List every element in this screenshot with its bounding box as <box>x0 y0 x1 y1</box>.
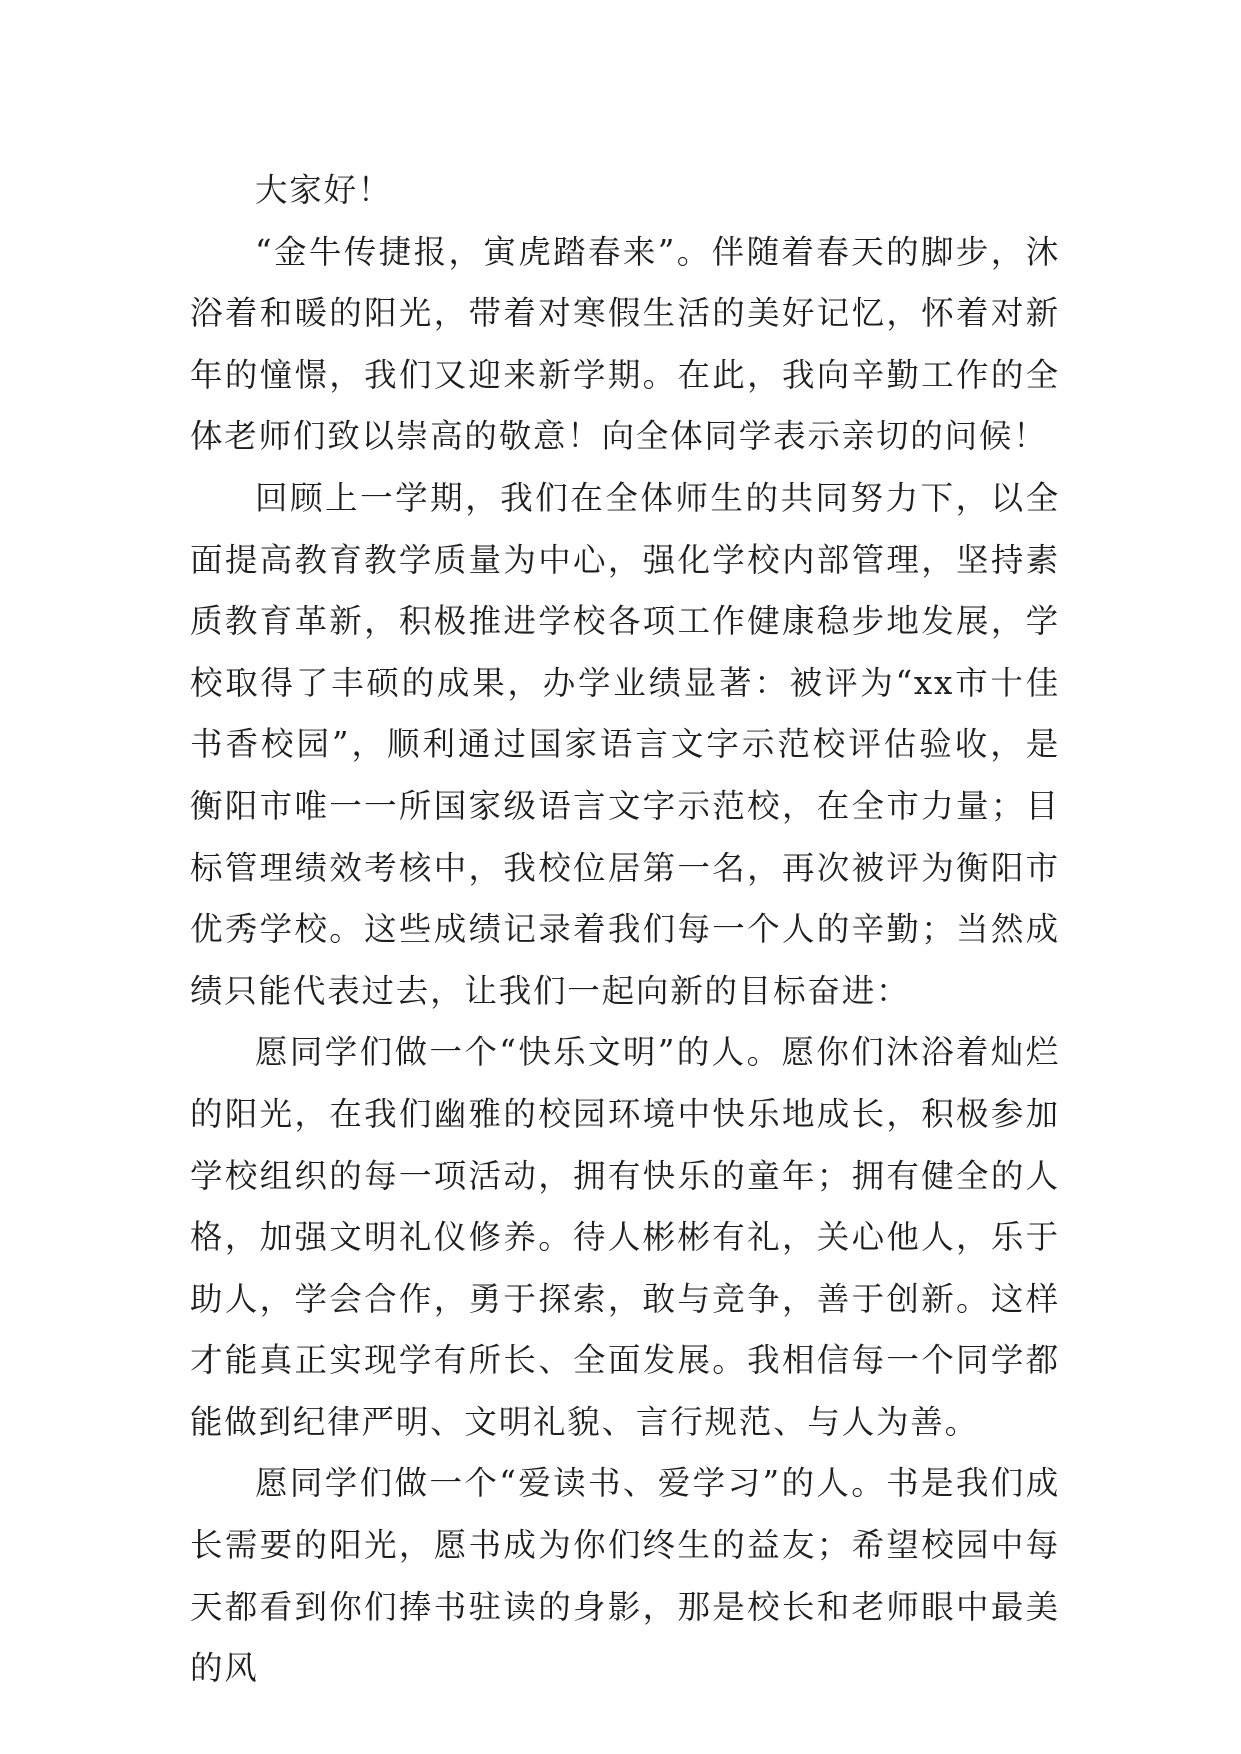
wish-happy-civilized-paragraph: 愿同学们做一个“快乐文明”的人。愿你们沐浴着灿烂的阳光，在我们幽雅的校园环境中快乐地成长，积极参加学校组织的每一项活动，拥有快乐的童年；拥有健全的人格，加强文明礼仪修养。待人彬彬有礼，关心他人，乐于助人，学会合作，勇于探索，敢与竞争，善于创新。这样才能真正实现学有所长、全面发展。我相信每一个同学都能做到纪律严明、文明礼貌、言行规范、与人为善。 <box>190 1033 1060 1441</box>
opening-paragraph: “金牛传捷报，寅虎踏春来”。伴随着春天的脚步，沐浴着和暖的阳光，带着对寒假生活的美好记忆，怀着对新年的憧憬，我们又迎来新学期。在此，我向辛勤工作的全体老师们致以崇高的敬意！向全体同学表示亲切的问候！ <box>190 232 1060 456</box>
greeting-paragraph: 大家好！ <box>255 171 393 209</box>
review-paragraph: 回顾上一学期，我们在全体师生的共同努力下，以全面提高教育教学质量为中心，强化学校内部管理，坚持素质教育革新，积极推进学校各项工作健康稳步地发展，学校取得了丰硕的成果，办学业绩显著：被评为“xx市十佳书香校园”，顺利通过国家语言文字示范校评估验收，是衡阳市唯一一所国家级语言文字示范校，在全市力量；目标管理绩效考核中，我校位居第一名，再次被评为衡阳市优秀学校。这些成绩记录着我们每一个人的辛勤；当然成绩只能代表过去，让我们一起向新的目标奋进： <box>190 478 1060 1010</box>
speech-body <box>190 160 1060 1688</box>
wish-reading-paragraph: 愿同学们做一个“爱读书、爱学习”的人。书是我们成长需要的阳光，愿书成为你们终生的益友；希望校园中每天都看到你们捧书驻读的身影，那是校长和老师眼中最美的风 <box>190 1464 1060 1688</box>
